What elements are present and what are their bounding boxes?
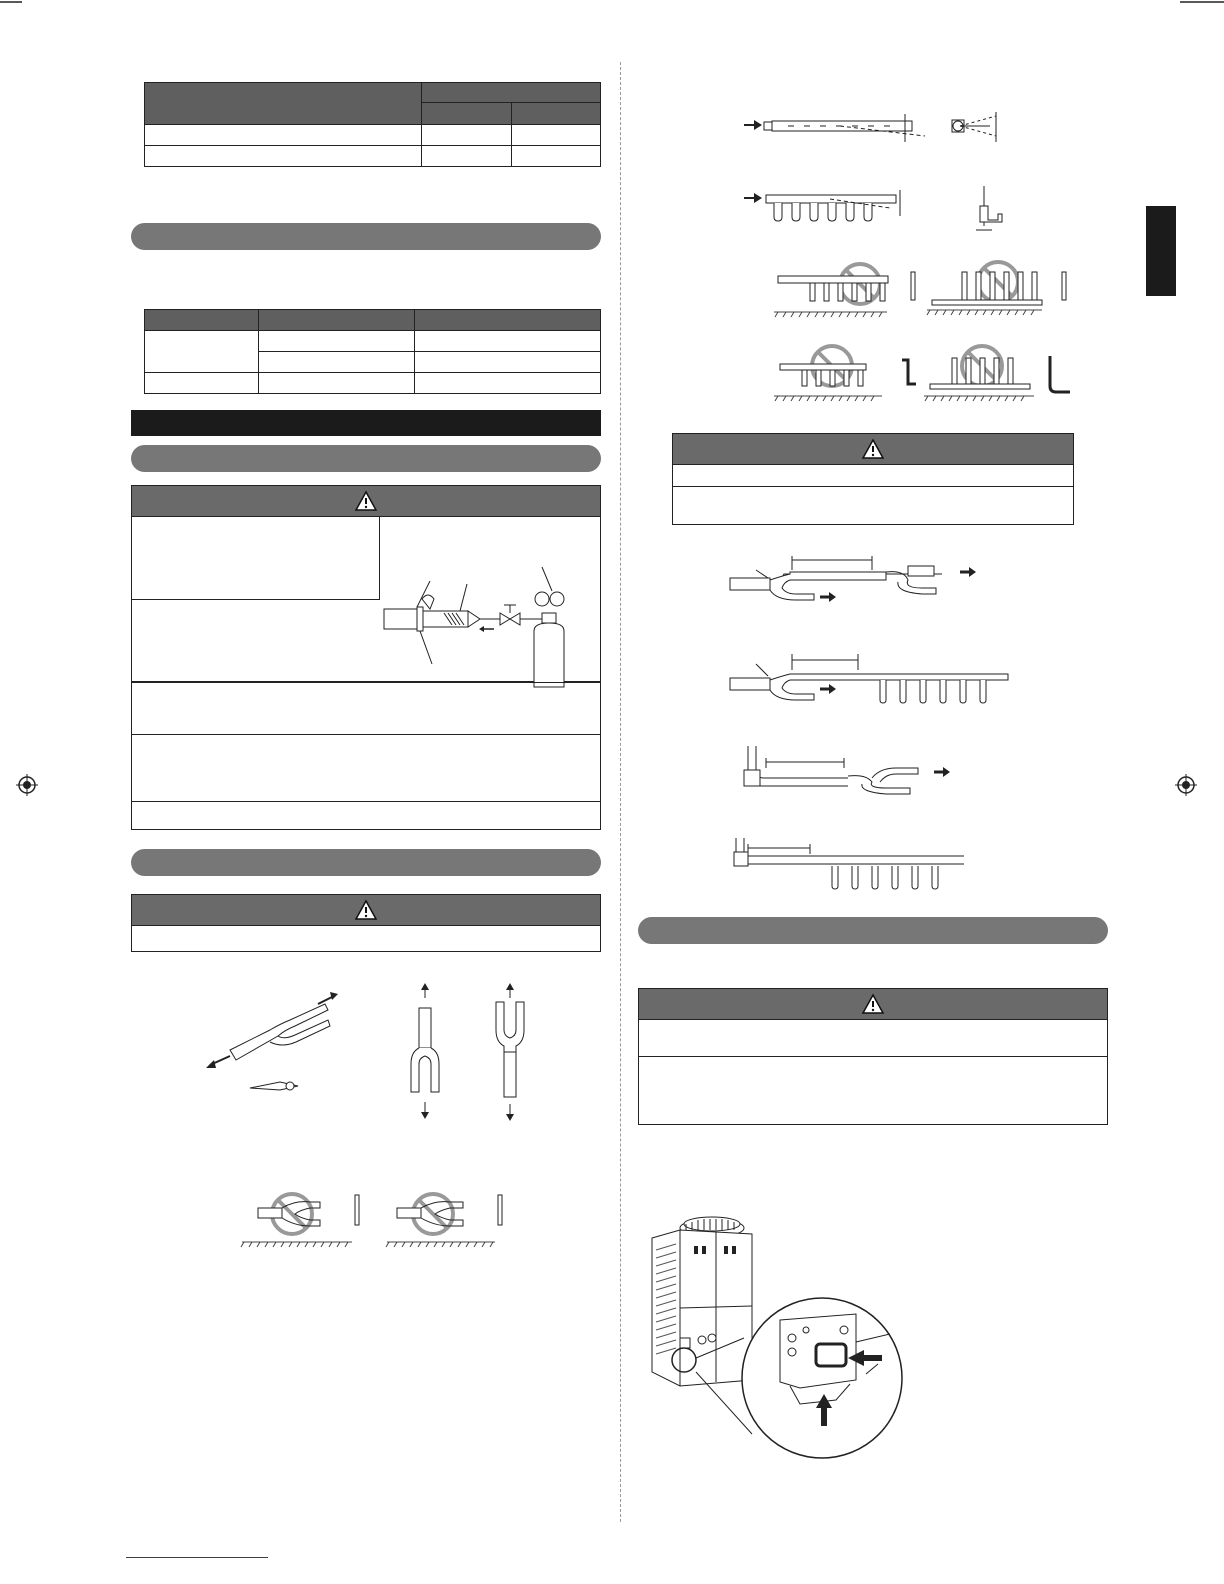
warning-row bbox=[132, 517, 600, 682]
warning-header bbox=[639, 989, 1107, 1020]
registration-mark-icon bbox=[16, 774, 38, 796]
nitrogen-purge-diagram bbox=[382, 539, 602, 684]
column-divider bbox=[620, 62, 621, 1522]
warning-box bbox=[131, 894, 601, 952]
y-branch-vertical-diagram bbox=[490, 982, 530, 1127]
straight-length-header-diagram bbox=[726, 652, 1016, 707]
table-2-cell bbox=[259, 373, 415, 394]
warning-box bbox=[638, 988, 1108, 1125]
warning-box bbox=[672, 433, 1074, 525]
table-1-cell bbox=[512, 125, 601, 146]
section-heading-pill bbox=[131, 849, 601, 876]
table-2-header-cell bbox=[259, 310, 415, 331]
table-1-header-cell bbox=[422, 83, 601, 103]
warning-header bbox=[673, 434, 1073, 465]
table-2-cell bbox=[259, 352, 415, 373]
row-divider bbox=[132, 599, 380, 600]
y-branch-vertical-diagram bbox=[405, 982, 445, 1127]
warning-row bbox=[132, 735, 600, 802]
table-1-header-cell bbox=[512, 103, 601, 125]
outdoor-unit-illustration bbox=[640, 1210, 920, 1450]
prohibited-header-diagram bbox=[772, 262, 1162, 322]
warning-row bbox=[639, 1057, 1107, 1123]
warning-row bbox=[673, 465, 1073, 487]
warning-row bbox=[673, 487, 1073, 523]
table-2-cell bbox=[145, 373, 259, 394]
section-heading-pill bbox=[638, 917, 1108, 944]
table-1-cell bbox=[145, 125, 422, 146]
straight-length-elbow-header-diagram bbox=[730, 834, 970, 899]
section-heading-pill bbox=[131, 223, 601, 250]
warning-header bbox=[132, 486, 600, 517]
warning-triangle-icon bbox=[862, 439, 884, 459]
warning-box bbox=[131, 485, 601, 830]
table-2-cell bbox=[415, 331, 601, 352]
table-1-cell bbox=[145, 146, 422, 167]
prohibited-header-diagram bbox=[772, 344, 1092, 404]
table-2 bbox=[144, 309, 601, 394]
table-2-cell bbox=[145, 331, 259, 373]
warning-triangle-icon bbox=[355, 491, 377, 511]
table-1-header-cell bbox=[422, 103, 512, 125]
section-heading-pill bbox=[131, 445, 601, 472]
warning-row bbox=[132, 683, 600, 735]
warning-triangle-icon bbox=[862, 994, 884, 1014]
table-1-header-cell bbox=[145, 83, 422, 125]
header-slope-diagram bbox=[740, 108, 1010, 148]
row-divider bbox=[379, 517, 380, 599]
chapter-heading-bar bbox=[131, 410, 601, 436]
warning-row bbox=[639, 1020, 1107, 1057]
table-2-cell bbox=[415, 373, 601, 394]
straight-length-elbow-y-diagram bbox=[740, 742, 970, 802]
crop-marks bbox=[0, 0, 1224, 20]
table-1 bbox=[144, 82, 601, 167]
table-1-cell bbox=[512, 146, 601, 167]
prohibited-y-branch-diagram bbox=[385, 1190, 515, 1250]
warning-triangle-icon bbox=[355, 900, 377, 920]
straight-length-y-diagram bbox=[726, 552, 986, 612]
table-1-cell bbox=[422, 146, 512, 167]
warning-header bbox=[132, 895, 600, 926]
footer-rule bbox=[126, 1557, 268, 1558]
prohibited-y-branch-diagram bbox=[240, 1190, 370, 1250]
y-branch-diagram bbox=[200, 990, 360, 1090]
table-1-cell bbox=[422, 125, 512, 146]
warning-row bbox=[132, 802, 600, 829]
table-2-header-cell bbox=[145, 310, 259, 331]
registration-mark-icon bbox=[1175, 774, 1197, 796]
table-2-header-cell bbox=[415, 310, 601, 331]
header-branch-diagram bbox=[740, 186, 1020, 241]
table-2-cell bbox=[415, 352, 601, 373]
table-2-cell bbox=[259, 331, 415, 352]
